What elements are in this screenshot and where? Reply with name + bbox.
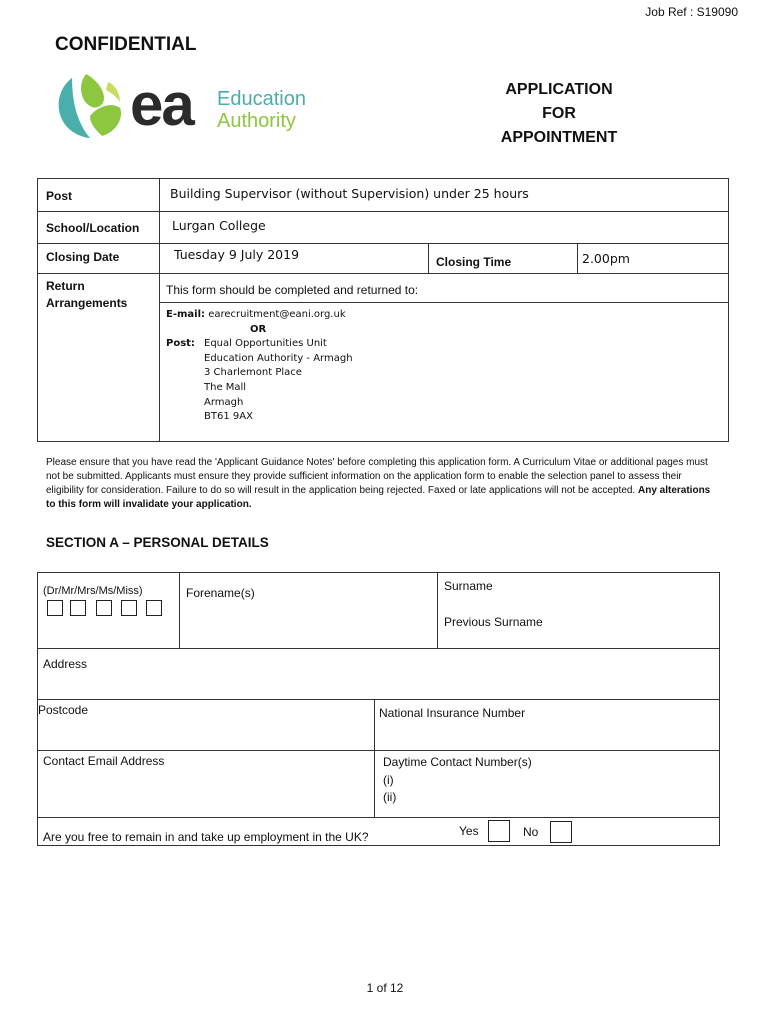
return-intro: This form should be completed and returned to: <box>166 283 419 297</box>
ni-number-label: National Insurance Number <box>379 706 526 720</box>
address-label: Address <box>43 657 88 671</box>
title-line-3: APPOINTMENT <box>500 129 618 146</box>
uk-yes-checkbox[interactable] <box>488 820 510 842</box>
guidance-bold-text: Any alterations to this form will invalidate your application. <box>46 485 711 510</box>
title-checkbox-dr[interactable] <box>47 600 63 616</box>
section-a-heading: SECTION A – PERSONAL DETAILS <box>46 535 269 550</box>
guidance-text: Please ensure that you have read the 'Applicant Guidance Notes' before completing this application form. A Curriculum Vitae or additional pages must not be submitted. Applicants must ensure they provide sufficient information on the application form to enable the selection panel to assess their eligibility for consideration. Failure to do so will result in the application being rejected. Faxed or late applications will not be accepted. <box>46 457 708 496</box>
surname-field[interactable] <box>438 573 718 648</box>
logo-line-1: Education <box>217 88 306 110</box>
school-label: School/Location <box>46 221 140 235</box>
email-value: earecruitment@eani.org.uk <box>208 309 346 320</box>
title-line-2: FOR <box>542 105 576 122</box>
return-label-line-2: Arrangements <box>46 296 128 310</box>
post-value: Building Supervisor (without Supervision) under 25 hours <box>170 186 529 201</box>
application-title <box>470 78 648 150</box>
title-checkbox-mr[interactable] <box>70 600 86 616</box>
title-checkbox-miss[interactable] <box>146 600 162 616</box>
return-label-line-1: Return <box>46 279 85 293</box>
uk-employment-question: Are you free to remain in and take up employment in the UK? <box>43 830 369 844</box>
closing-time-value: 2.00pm <box>582 251 630 266</box>
address-line-5: Armagh <box>204 396 244 408</box>
guidance-paragraph <box>46 456 716 512</box>
yes-label: Yes <box>459 824 479 838</box>
forename-label: Forename(s) <box>186 586 255 600</box>
post-label: Post <box>46 189 73 203</box>
closing-time-label: Closing Time <box>436 255 512 269</box>
surname-label: Surname <box>444 579 493 593</box>
ni-number-field[interactable] <box>375 700 718 750</box>
contact-email-field[interactable] <box>38 751 374 817</box>
post-address-label: Post: <box>166 338 195 350</box>
address-line-2: Education Authority - Armagh <box>204 352 353 364</box>
logo-mark: ea <box>130 71 193 138</box>
address-line-6: BT61 9AX <box>204 411 253 423</box>
return-address-block <box>166 308 353 425</box>
or-text: OR <box>250 323 267 335</box>
forename-field[interactable] <box>180 573 437 648</box>
address-field[interactable] <box>38 649 718 699</box>
confidential-heading: CONFIDENTIAL <box>55 34 197 55</box>
title-options-label: (Dr/Mr/Mrs/Ms/Miss) <box>43 585 143 597</box>
daytime-number-i: (i) <box>383 772 394 787</box>
email-label: E-mail: <box>166 309 206 320</box>
closing-date-label: Closing Date <box>46 250 120 264</box>
title-line-1: APPLICATION <box>505 81 613 98</box>
daytime-number-label: Daytime Contact Number(s) <box>383 755 532 769</box>
address-line-3: 3 Charlemont Place <box>204 367 302 379</box>
job-reference: Job Ref : S19090 <box>645 5 738 19</box>
logo-line-2: Authority <box>217 110 296 132</box>
title-checkbox-ms[interactable] <box>121 600 137 616</box>
closing-date-value: Tuesday 9 July 2019 <box>174 247 300 262</box>
postcode-label: Postcode <box>38 703 89 717</box>
address-line-1: Equal Opportunities Unit <box>204 338 327 350</box>
school-value: Lurgan College <box>172 218 266 233</box>
postcode-field[interactable] <box>38 700 374 750</box>
address-line-4: The Mall <box>204 381 247 393</box>
previous-surname-label: Previous Surname <box>444 615 543 629</box>
daytime-number-field[interactable] <box>375 751 718 817</box>
job-table-border <box>37 178 729 442</box>
daytime-number-ii: (ii) <box>383 790 397 804</box>
no-label: No <box>523 825 539 839</box>
uk-no-checkbox[interactable] <box>550 821 572 843</box>
page-number: 1 of 12 <box>366 981 404 995</box>
contact-email-label: Contact Email Address <box>43 754 165 768</box>
education-authority-logo <box>50 66 326 148</box>
return-arrangements-label <box>46 278 127 312</box>
title-checkbox-mrs[interactable] <box>96 600 112 616</box>
